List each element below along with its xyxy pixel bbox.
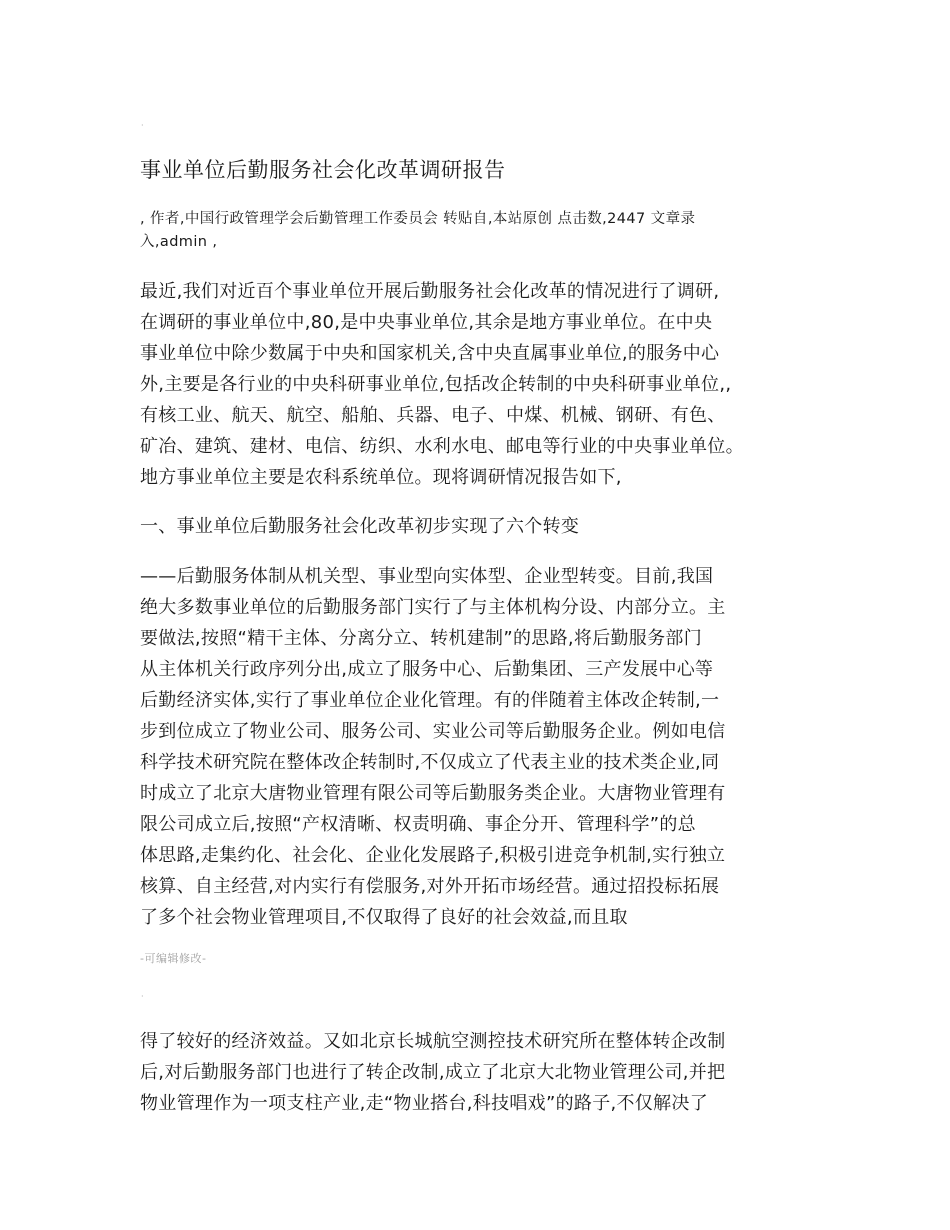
text-line: 时成立了北京大唐物业管理有限公司等后勤服务类企业。大唐物业管理有 xyxy=(140,783,726,804)
continuation-paragraph xyxy=(140,1026,830,1119)
text-line: 科学技术研究院在整体改企转制时,不仅成立了代表主业的技术类企业,同 xyxy=(140,752,720,773)
text-line: ——后勤服务体制从机关型、事业型向实体型、企业型转变。目前,我国 xyxy=(140,566,714,587)
text-line: 地方事业单位主要是农科系统单位。现将调研情况报告如下, xyxy=(140,467,622,488)
text-line: 核算、自主经营,对内实行有偿服务,对外开拓市场经营。通过招投标拓展 xyxy=(140,876,720,897)
text-line: 绝大多数事业单位的后勤服务部门实行了与主体机构分设、内部分立。主 xyxy=(140,597,726,618)
page-footer-note: -可编辑修改- xyxy=(140,952,207,965)
text-line: 要做法,按照“精干主体、分离分立、转机建制”的思路,将后勤服务部门 xyxy=(140,628,702,649)
page-marker-dot: · xyxy=(141,121,144,130)
text-line: 外,主要是各行业的中央科研事业单位,包括改企转制的中央科研事业单位,, xyxy=(140,374,732,395)
text-line: 步到位成立了物业公司、服务公司、实业公司等后勤服务企业。例如电信 xyxy=(140,721,726,742)
text-line: 后勤经济实体,实行了事业单位企业化管理。有的伴随着主体改企转制,一 xyxy=(140,690,720,711)
text-line: 限公司成立后,按照“产权清晰、权责明确、事企分开、管理科学”的总 xyxy=(140,814,696,835)
section-heading xyxy=(140,511,830,542)
article-meta xyxy=(140,208,780,254)
document-title: 事业单位后勤服务社会化改革调研报告 xyxy=(140,158,506,182)
section-heading-text: 一、事业单位后勤服务社会化改革初步实现了六个转变 xyxy=(140,516,580,537)
text-line: 物业管理作为一项支柱产业,走“物业搭台,科技唱戏”的路子,不仅解决了 xyxy=(140,1093,709,1114)
text-line: 矿冶、建筑、建材、电信、纺织、水利水电、邮电等行业的中央事业单位。 xyxy=(140,436,744,457)
meta-line: 入,admin , xyxy=(140,234,218,250)
text-line: 最近,我们对近百个事业单位开展后勤服务社会化改革的情况进行了调研, xyxy=(140,281,720,302)
section-paragraph xyxy=(140,561,830,933)
text-line: 后,对后勤服务部门也进行了转企改制,成立了北京大北物业管理公司,并把 xyxy=(140,1062,726,1083)
intro-paragraph xyxy=(140,276,830,493)
text-line: 在调研的事业单位中,80,是中央事业单位,其余是地方事业单位。在中央 xyxy=(140,312,713,333)
text-line: 得了较好的经济效益。又如北京长城航空测控技术研究所在整体转企改制 xyxy=(140,1031,726,1052)
text-line: 事业单位中除少数属于中央和国家机关,含中央直属事业单位,的服务中心 xyxy=(140,343,720,364)
text-line: 体思路,走集约化、社会化、企业化发展路子,积极引进竞争机制,实行独立 xyxy=(140,845,726,866)
meta-line: , 作者,中国行政管理学会后勤管理工作委员会 转贴自,本站原创 点击数,2447 文章录 xyxy=(140,211,696,227)
text-line: 从主体机关行政序列分出,成立了服务中心、后勤集团、三产发展中心等 xyxy=(140,659,714,680)
page-marker-dot: · xyxy=(141,992,144,1001)
text-line: 了多个社会物业管理项目,不仅取得了良好的社会效益,而且取 xyxy=(140,907,628,928)
text-line: 有核工业、航天、航空、船舶、兵器、电子、中煤、机械、钢研、有色、 xyxy=(140,405,726,426)
